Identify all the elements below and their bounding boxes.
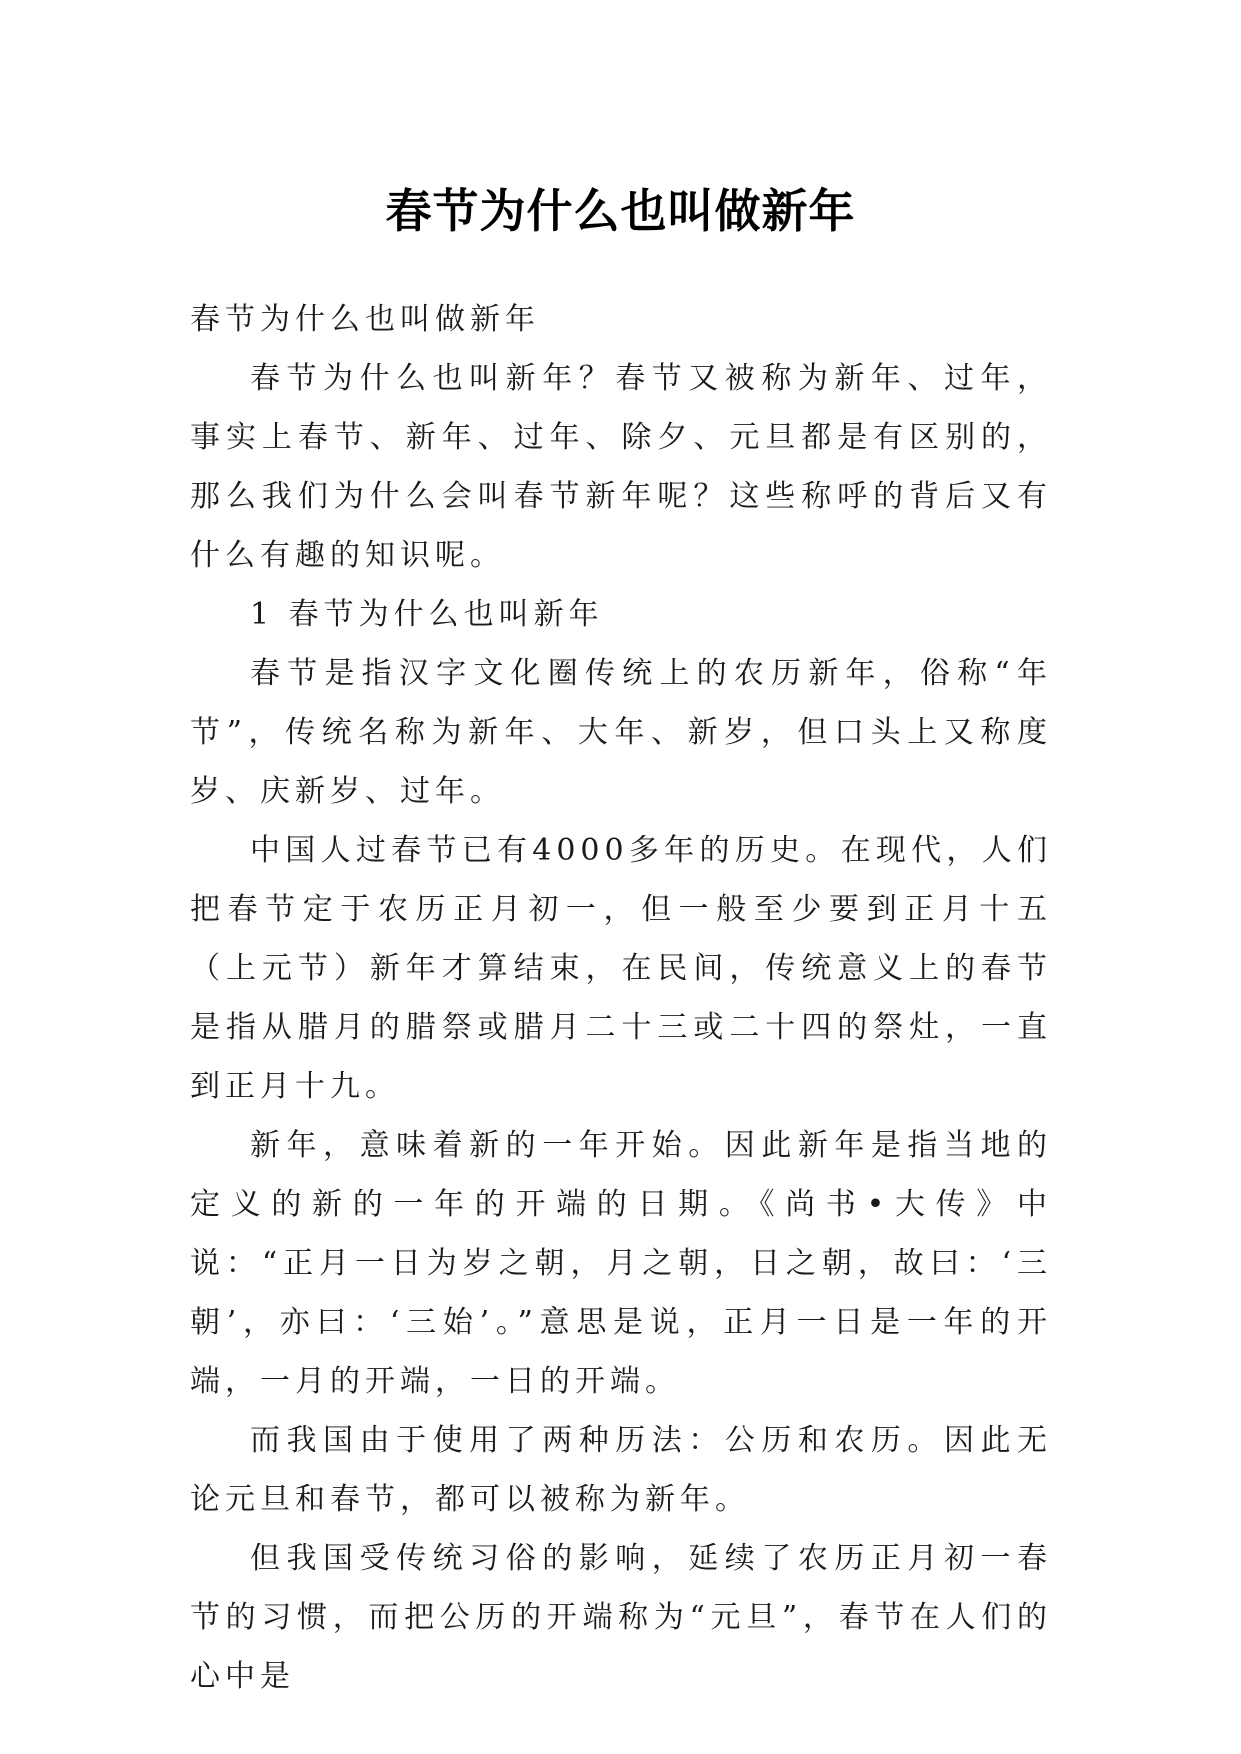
intro-paragraph: 春节为什么也叫新年？春节又被称为新年、过年，事实上春节、新年、过年、除夕、元旦都是有区别的，那么我们为什么会叫春节新年呢？这些称呼的背后又有什么有趣的知识呢。: [190, 361, 1052, 573]
body-paragraph: 中国人过春节已有4000多年的历史。在现代，人们把春节定于农历正月初一，但一般至少要到正月十五（上元节）新年才算结束，在民间，传统意义上的春节是指从腊月的腊祭或腊月二十三或二十四的祭灶，一直到正月十九。: [190, 833, 1052, 1104]
body-paragraph: 而我国由于使用了两种历法：公历和农历。因此无论元旦和春节，都可以被称为新年。: [190, 1423, 1052, 1517]
body-paragraph: 但我国受传统习俗的影响，延续了农历正月初一春节的习惯，而把公历的开端称为“元旦”，春节在人们的心中是: [190, 1541, 1052, 1694]
body-paragraph: 春节是指汉字文化圈传统上的农历新年，俗称“年节”，传统名称为新年、大年、新岁，但口头上又称度岁、庆新岁、过年。: [190, 656, 1052, 809]
document-title: 春节为什么也叫做新年: [385, 183, 856, 238]
body-paragraph: 新年，意味着新的一年开始。因此新年是指当地的定义的新的一年的开端的日期。《尚书•大传》中说：“正月一日为岁之朝，月之朝，日之朝，故曰：‘三朝’，亦曰：‘三始’。”意思是说，正月一日是一年的开端，一月的开端，一日的开端。: [190, 1128, 1052, 1399]
subtitle-paragraph: 春节为什么也叫做新年: [190, 302, 540, 337]
section-heading: 1 春节为什么也叫新年: [250, 597, 604, 632]
document-body: [190, 290, 1052, 1706]
